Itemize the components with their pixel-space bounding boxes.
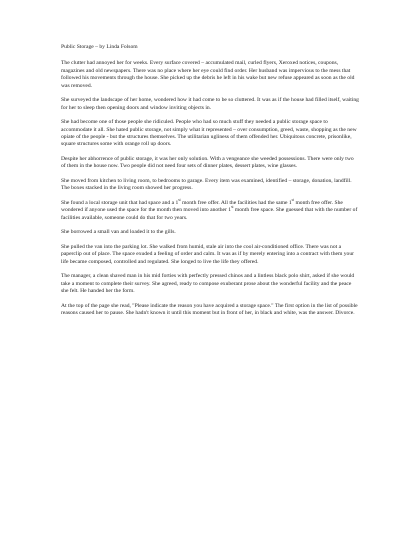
paragraph: She pulled the van into the parking lot. She walked from humid, stale air into the cool air-conditioned office. There was not a paperclip out of place. The space exuded a feeling of order and calm. It was as if by merely entering into a contract with them your life became composed, controlled and regulated. She longed to live the life they offered. <box>61 244 354 265</box>
paragraph: The manager, a clean shaved man in his mid forties with perfectly pressed chinos and a lintless black polo shirt, asked if she would take a moment to complete their survey. She agreed, ready to compose exuberant prose about the wonderful facility and the peace she felt. He handed her the form. <box>61 273 355 295</box>
document-body <box>61 44 359 325</box>
paragraph: At the top of the page she read, "Please indicate the reason you have acquired a storage space." The first option in the list of possible reasons caused her to pause. She hadn't known it until this moment but in front of her, in black and white, was the answer. Divorce. <box>61 302 358 317</box>
paragraph: She moved from kitchen to living room, to bedrooms to garage. Every item was examined, identified – storage, donation, landfill. The boxes stacked in the living room showed her progress. <box>61 178 352 192</box>
document-title: Public Storage – by Linda Folsom <box>61 44 138 50</box>
paragraph: The clutter had annoyed her for weeks. Every surface covered – accumulated mail, curled flyers, Xeroxed notices, coupons, magazines and old newspapers. There was no place where her eye could find order. Her husband was impervious to the mess that followed his movements through the house. She picked up the debris he left in his wake but new refuse appeared as soon as the old was removed. <box>61 60 355 89</box>
paragraph: She borrowed a small van and loaded it to the gills. <box>61 229 176 236</box>
paragraph: She had become one of those people she ridiculed. People who had so much stuff they needed a public storage space to accommodate it all. She hated public storage, not simply what it represented – over consumption, greed, waste, shopping as the new opiate of the people - but the structures themselves. The utilitarian ugliness of them offended her. Ubiquitous concrete, prisonlike, square structures some with orange roll up doors. <box>61 119 357 148</box>
paragraph: She surveyed the landscape of her home, wondered how it had come to be so cluttered. It was as if the house had filled itself, waiting for her to sleep then opening doors and window inviting objects in. <box>61 97 359 111</box>
paragraph: She found a local storage unit that had space and a 1st month free offer. All the facilities had the same 1st month free offer. She wondered if anyone used the space for the month then moved into another 1st month free space. She guessed that with the number of facilities available, someone could do that for two years. <box>61 198 358 221</box>
paragraph: Despite her abhorrence of public storage, it was her only solution. With a vengeance she weeded possessions. There were only two of them in the house now. Two people did not need four sets of dinner plates, dessert plates, wine glasses. <box>61 156 354 170</box>
